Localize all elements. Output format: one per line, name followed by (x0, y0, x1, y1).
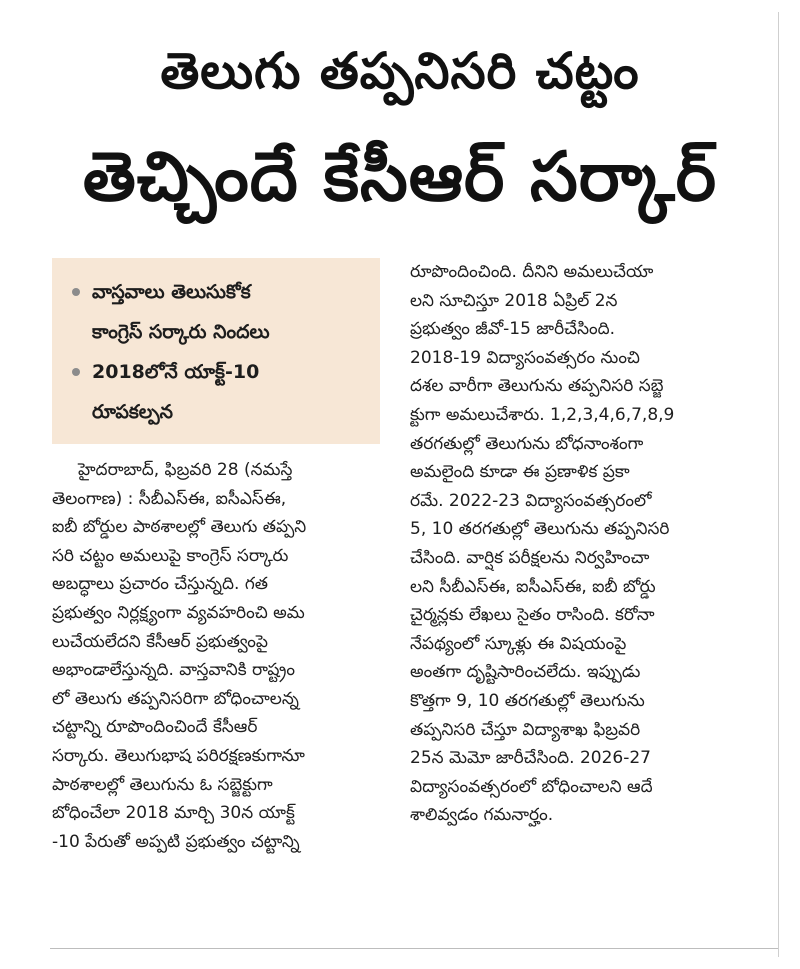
body-line: హైదరాబాద్, ఫిబ్రవరి 28 (నమస్తే (78, 460, 293, 480)
body-line: సరి చట్టం అమలుపై కాంగ్రెస్ సర్కారు (52, 545, 289, 566)
highlight-line: కాంగ్రెస్ సర్కారు నిందలు (92, 321, 270, 343)
body-line: 2018-19 విద్యాసంవత్సరం నుంచి (410, 347, 640, 368)
body-line: దశల వారీగా తెలుగును తప్పనిసరి సబ్జె (410, 376, 664, 397)
highlight-item (70, 352, 366, 432)
body-line: విద్యాసంవత్సరంలో బోధించాలని ఆదే (410, 776, 653, 797)
body-line: పాఠశాలల్లో తెలుగును ఓ సబ్జెక్టుగా (52, 774, 273, 795)
body-line: రూపొందించింది. దీనిని అమలుచేయా (410, 262, 654, 282)
body-line: తరగతుల్లో తెలుగును బోధనాంశంగా (410, 433, 644, 454)
headline-line-2: తెచ్చిందే కేసీఆర్ సర్కార్ (82, 138, 718, 217)
body-line: చట్టాన్ని రూపొందించిందే కేసీఆర్ (52, 717, 258, 738)
highlight-line: వాస్తవాలు తెలుసుకోక (92, 281, 251, 303)
body-line: లని సీబీఎస్ఈ, ఐసీఎస్ఈ, ఐబీ బోర్డు (410, 576, 656, 597)
body-line: చైర్మన్లకు లేఖలు సైతం రాసింది. కరోనా (410, 605, 655, 626)
body-line: తప్పనిసరి చేస్తూ విద్యాశాఖ ఫిబ్రవరి (410, 719, 641, 740)
body-line: కొత్తగా 9, 10 తరగతుల్లో తెలుగును (410, 690, 645, 711)
body-line: అబద్ధాలు ప్రచారం చేస్తున్నది. గత (52, 574, 268, 595)
body-line: సర్కారు. తెలుగుభాష పరిరక్షణకుగానూ (52, 745, 305, 766)
bullet-icon (72, 368, 80, 376)
body-line: 5, 10 తరగతుల్లో తెలుగును తప్పనిసరి (410, 519, 670, 540)
highlights-box (52, 258, 380, 444)
body-line: -10 పేరుతో అప్పటి ప్రభుత్వం చట్టాన్ని (52, 831, 300, 852)
article-left-column (52, 456, 382, 856)
body-line: ప్రభుత్వం జీవో-15 జారీచేసింది. (410, 319, 616, 340)
headline-line-1: తెలుగు తప్పనిసరి చట్టం (160, 42, 640, 100)
body-line: నేపథ్యంలో స్కూళ్లు ఈ విషయంపై (410, 633, 627, 654)
highlight-line: 2018లోనే యాక్ట్-10 (92, 361, 260, 383)
body-line: అంతగా దృష్టిసారించలేదు. ఇప్పుడు (410, 662, 641, 683)
body-line: అభాండాలేస్తున్నది. వాస్తవానికి రాష్ట్రం (52, 660, 296, 681)
body-line: క్టుగా అమలుచేశారు. 1,2,3,4,6,7,8,9 (410, 404, 675, 425)
body-line: అమలైంది కూడా ఈ ప్రణాళిక ప్రకా (410, 462, 630, 483)
body-line: ఐబీ బోర్డుల పాఠశాలల్లో తెలుగు తప్పని (52, 517, 307, 538)
body-line: బోధించేలా 2018 మార్చి 30న యాక్ట్ (52, 803, 295, 824)
body-line: చేసింది. వార్షిక పరీక్షలను నిర్వహించా (410, 547, 650, 568)
body-line: ప్రభుత్వం నిర్లక్ష్యంగా వ్యవహరించి అమ (52, 602, 305, 623)
body-line: లని సూచిస్తూ 2018 ఏప్రిల్ 2న (410, 290, 618, 311)
body-line: లుచేయలేదని కేసీఆర్ ప్రభుత్వంపై (52, 631, 268, 652)
highlight-item (70, 272, 366, 352)
body-line: తెలంగాణ) : సీబీఎస్ఈ, ఐసీఎస్ఈ, (52, 488, 287, 509)
body-line: లో తెలుగు తప్పనిసరిగా బోధించాలన్న (52, 688, 299, 709)
body-line: రమే. 2022-23 విద్యాసంవత్సరంలో (410, 490, 652, 511)
bullet-icon (72, 288, 80, 296)
body-line: శాలివ్వడం గమనార్హం. (410, 805, 554, 826)
article-right-column (410, 258, 750, 830)
bottom-rule (50, 948, 778, 949)
highlight-line: రూపకల్పన (92, 401, 173, 423)
body-line: 25న మెమో జారీచేసింది. 2026-27 (410, 748, 651, 769)
